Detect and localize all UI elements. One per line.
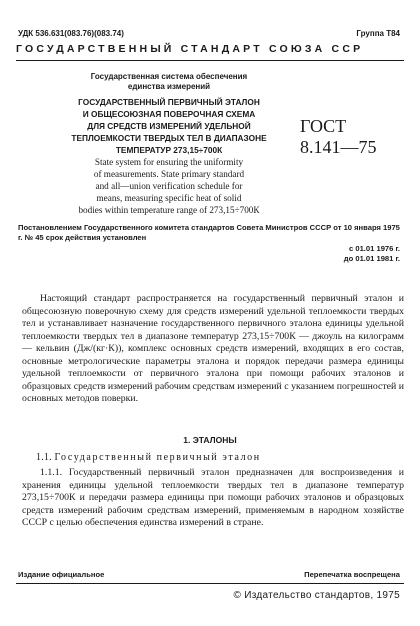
copyright: © Издательство стандартов, 1975 — [233, 590, 400, 601]
main-title-line: И ОБЩЕСОЮЗНАЯ ПОВЕРОЧНАЯ СХЕМА — [82, 109, 256, 119]
valid-to: до 01.01 1981 г. — [343, 254, 400, 263]
subsection-number: 1.1. — [36, 452, 52, 463]
reprint-prohibited-note: Перепечатка воспрещена — [304, 570, 400, 579]
main-title-line: ГОСУДАРСТВЕННЫЙ ПЕРВИЧНЫЙ ЭТАЛОН — [78, 97, 260, 107]
main-title-line: ТЕПЛОЕМКОСТИ ТВЕРДЫХ ТЕЛ В ДИАПАЗОНЕ — [71, 133, 267, 143]
decree-text: Постановлением Государственного комитета стандартов Совета Министров СССР от 10 января 1975 г. № 45 срок действия установлен — [18, 223, 400, 242]
system-line-1: Государственная система обеспечения — [90, 72, 248, 81]
main-title-line: ТЕМПЕРАТУР 273,15÷700К — [115, 145, 223, 155]
gost-designation — [300, 116, 380, 158]
subsection-heading — [36, 452, 261, 464]
gost-label: ГОСТ — [300, 116, 347, 136]
validity-dates — [344, 244, 400, 264]
section-heading: 1. ЭТАЛОНЫ — [183, 435, 237, 445]
english-title-line: and all—union verification schedule for — [95, 181, 243, 191]
main-title-line: ДЛЯ СРЕДСТВ ИЗМЕРЕНИЙ УДЕЛЬНОЙ — [87, 121, 251, 131]
gost-number: 8.141—75 — [300, 137, 377, 157]
english-title-line: of measurements. State primary standard — [93, 169, 245, 179]
official-edition-note: Издание официальное — [18, 570, 105, 579]
intro-paragraph: Настоящий стандарт распространяется на государственный первичный эталон и общесоюзную поверочную схему для средств измерений удельной теплоемкости твердых тел и устанавливает назначение государственного первичного эталона единицы удельной теплоемкости твердых тел в диапазоне температур 273,15÷700К — джоуль на килограмм — кельвин (Дж/(кг·К)), комплекс основных средств измерений, входящих в его состав, основные метрологические параметры эталона и порядок передачи размера единицы удельной теплоемкости от первичного эталона при помощи рабочих эталонов и образцовых средств измерений рабочим средствам измерений с указанием погрешностей и основных методов поверки. — [22, 293, 404, 404]
header-divider — [16, 60, 404, 61]
state-standard-banner: ГОСУДАРСТВЕННЫЙ СТАНДАРТ СОЮЗА ССР — [16, 43, 364, 55]
subsection-title: Государственный первичный эталон — [54, 452, 261, 463]
group-code: Группа Т84 — [356, 29, 400, 38]
system-line-2: единства измерений — [127, 82, 211, 91]
english-title-line: bodies within temperature range of 273,15÷700К — [78, 205, 260, 215]
paragraph-1-1-1: 1.1.1. Государственный первичный эталон предназначен для воспроизведения и хранения единицы удельной теплоемкости твердых тел в диапазоне температур 273,15÷700К и передачи размера единицы при помощи рабочих эталонов и образцовых средств измерений рабочим средствам измерений, применяемым в народном хозяйстве СССР с целью обеспечения единства измерений в стране. — [22, 467, 404, 528]
english-title-line: means, measuring specific heat of solid — [96, 193, 242, 203]
footer-divider — [16, 583, 404, 584]
udk-code: УДК 536.631(083.76)(083.74) — [18, 29, 124, 38]
valid-from: с 01.01 1976 г. — [349, 244, 400, 253]
english-title-line: State system for ensuring the uniformity — [94, 157, 244, 167]
title-block — [60, 72, 278, 216]
